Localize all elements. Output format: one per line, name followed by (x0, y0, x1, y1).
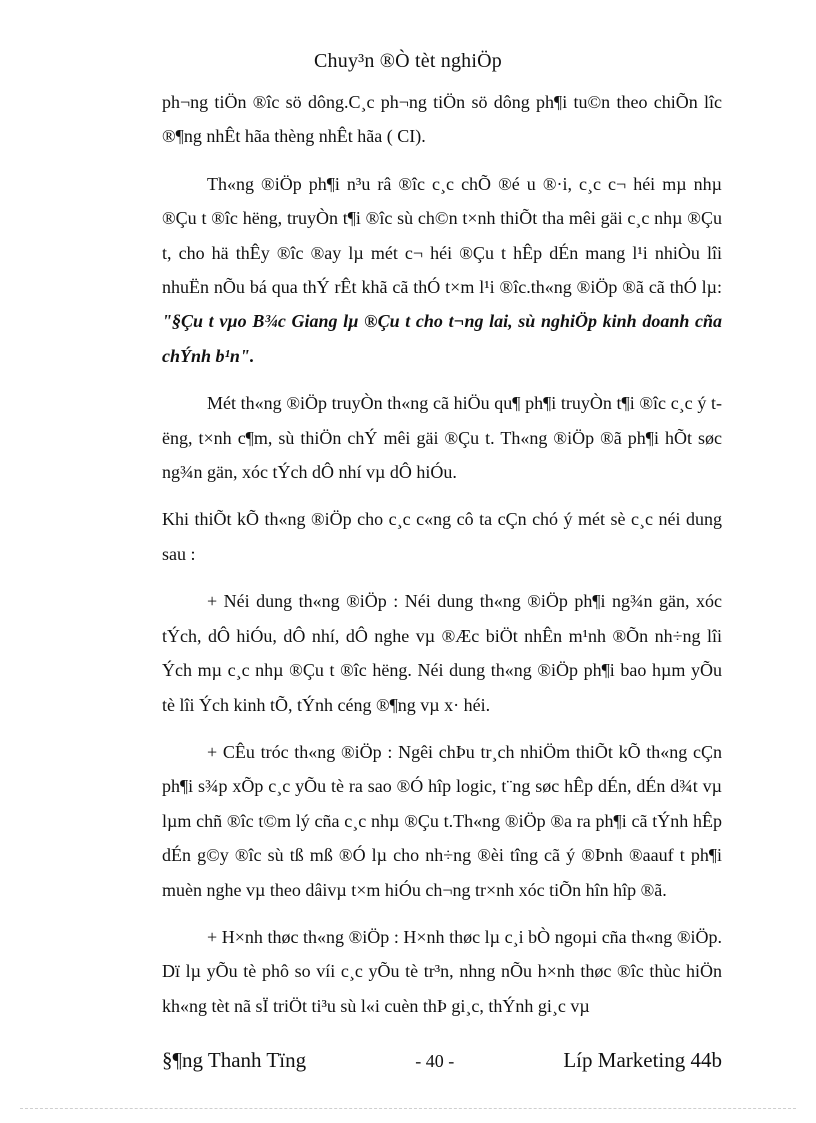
page-number: - 40 - (415, 1051, 455, 1071)
paragraph-form-item: + H×nh thøc th«ng ®iÖp : H×nh thøc lµ c¸i bÒ ngoµi cña th«ng ®iÖp. Dï lµ yÕu tè phô so víi c¸c yÕu tè tr³n, nhng nÕu h×nh thøc ®îc thùc hiÖn kh«ng tèt nã sÏ triÖt ti³u sù l«i cuèn thÞ gi¸c, thÝnh gi¸c vµ (162, 926, 722, 1016)
page-bottom-divider (20, 1108, 796, 1109)
paragraph-content-item: + Néi dung th«ng ®iÖp : Néi dung th«ng ®iÖp ph¶i ng¾n gän, xóc tÝch, dÔ hiÓu, dÔ nhí, dÔ nghe vµ ®Æc biÖt nhÊn m¹nh ®Õn nh÷ng lîi Ých mµ c¸c nhµ ®Çu t ®îc hëng. Néi dung th«ng ®iÖp ph¶i bao hµm yÕu tè lîi Ých kinh tÕ, tÝnh céng ®¶ng vµ x· héi. (162, 591, 722, 715)
paragraph-2 (162, 167, 722, 373)
paragraph-1: ph¬ng tiÖn ®îc sö dông.C¸c ph¬ng tiÖn sö dông ph¶i tu©n theo chiÕn lîc ®¶ng nhÊt hãa thèng nhÊt hãa ( CI). (162, 92, 722, 147)
footer-class: Líp Marketing 44b (563, 1048, 722, 1072)
paragraph-3: Mét th«ng ®iÖp truyÒn th«ng cã hiÖu qu¶ ph¶i truyÒn t¶i ®îc c¸c ý tëng, t×nh c¶m, sù thiÖn chÝ mêi gäi ®Çu t. Th«ng ®iÖp ®ã ph¶i hÕt søc ng¾n gän, xóc tÝch dÔ nhí vµ dÔ hiÓu. (162, 393, 722, 483)
running-header: Chuy³n ®Ò tèt nghiÖp (314, 50, 502, 72)
footer-author: §¶ng Thanh Tïng (162, 1048, 307, 1072)
paragraph-4: Khi thiÕt kÕ th«ng ®iÖp cho c¸c c«ng cô ta cÇn chó ý mét sè c¸c néi dung sau : (162, 509, 722, 564)
slogan-quote: "§Çu t vµo B¾c Giang lµ ®Çu t cho t¬ng lai, sù nghiÖp kinh doanh cña chÝnh b¹n". (162, 311, 722, 366)
paragraph-2-text: Th«ng ®iÖp ph¶i n³u râ ®îc c¸c chÕ ®é u ®·i, c¸c c¬ héi mµ nhµ ®Çu t ®îc hëng, truyÒn t¶i ®îc sù ch©n t×nh thiÕt tha mêi gäi c¸c nhµ ®Çu t, cho hä thÊy ®îc ®ay lµ mét c¬ héi ®Çu t hÊp dÉn mang l¹i nhiÒu lîi nhuËn nÕu bá qua thÝ rÊt khã cã thÓ t×m l¹i ®îc.th«ng ®iÖp ®ã cã thÓ lµ: (162, 173, 722, 298)
page-footer (162, 1048, 722, 1073)
paragraph-structure-item: + CÊu tróc th«ng ®iÖp : Ngêi chÞu tr¸ch nhiÖm thiÕt kÕ th«ng cÇn ph¶i s¾p xÕp c¸c yÕu tè ra sao ®Ó hîp logic, t¨ng søc hÊp dÉn, dÉn d¾t vµ lµm chñ ®îc t©m lý cña c¸c nhµ ®Çu t.Th«ng ®iÖp ®a ra ph¶i cã tÝnh hÊp dÉn g©y ®îc sù tß mß ®Ó lµ cho nh÷ng ®èi tîng cã ý ®Þnh ®aauf t ph¶i muèn nghe vµ theo dâivµ t×m hiÓu ch¬ng tr×nh xóc tiÕn hîn hîp ®ã. (162, 741, 722, 900)
page-body (162, 85, 722, 1036)
